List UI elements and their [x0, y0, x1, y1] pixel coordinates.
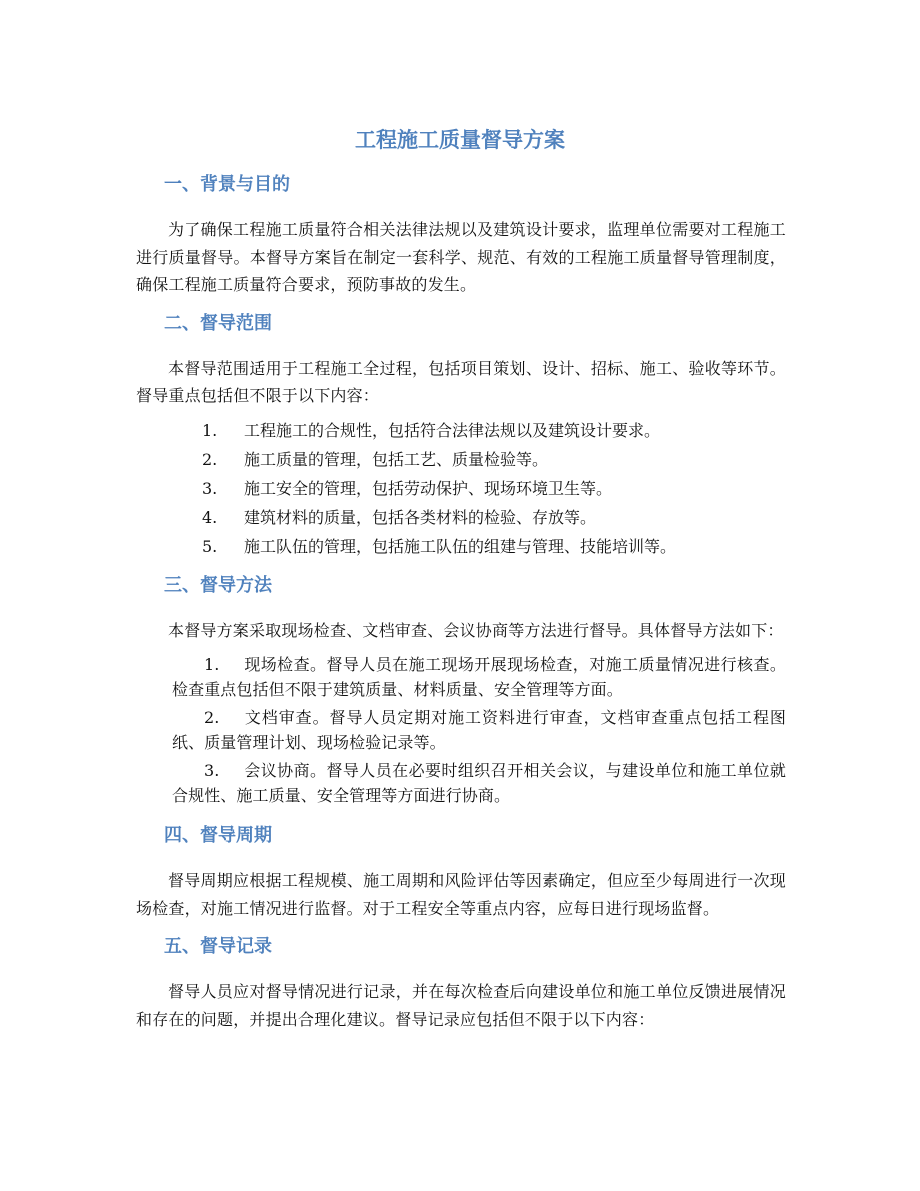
list-item-number: 1.: [204, 655, 220, 674]
list-item: [136, 416, 786, 445]
list-item: [136, 474, 786, 503]
list-item-text: 建筑材料的质量，包括各类材料的检验、存放等。: [244, 507, 597, 527]
section-heading-background: 一、背景与目的: [164, 174, 290, 195]
list-item-number: 1.: [202, 420, 218, 440]
section-paragraph-period: 督导周期应根据工程规模、施工周期和风险评估等因素确定，但应至少每周进行一次现场检查，对施工情况进行监督。对于工程安全等重点内容，应每日进行现场监督。: [136, 871, 786, 918]
list-item-text: 文档审查。督导人员定期对施工资料进行审查，文档审查重点包括工程图纸、质量管理计划、现场检验记录等。: [172, 708, 786, 752]
scope-list: [136, 416, 786, 561]
list-item: [136, 652, 786, 702]
list-item-text: 现场检查。督导人员在施工现场开展现场检查，对施工质量情况进行核查。检查重点包括但不限于建筑质量、材料质量、安全管理等方面。: [172, 655, 786, 699]
list-item: [136, 758, 786, 808]
list-item-number: 2.: [202, 449, 218, 469]
list-item-number: 4.: [202, 507, 218, 527]
list-item-number: 2.: [204, 708, 220, 727]
section-paragraph-background: 为了确保工程施工质量符合相关法律法规以及建筑设计要求，监理单位需要对工程施工进行质量督导。本督导方案旨在制定一套科学、规范、有效的工程施工质量督导管理制度，确保工程施工质量符合要求，预防事故的发生。: [136, 220, 786, 294]
document-title: 工程施工质量督导方案: [355, 128, 565, 152]
section-heading-records: 五、督导记录: [164, 936, 272, 957]
list-item: [136, 532, 786, 561]
section-paragraph-records: 督导人员应对督导情况进行记录，并在每次检查后向建设单位和施工单位反馈进展情况和存在的问题，并提出合理化建议。督导记录应包括但不限于以下内容：: [136, 982, 786, 1029]
list-item-number: 3.: [202, 478, 218, 498]
list-item-number: 3.: [204, 761, 220, 780]
list-item: [136, 503, 786, 532]
list-item: [136, 705, 786, 755]
section-heading-period: 四、督导周期: [164, 825, 272, 846]
list-item-text: 施工队伍的管理，包括施工队伍的组建与管理、技能培训等。: [244, 536, 677, 556]
list-item-text: 施工质量的管理，包括工艺、质量检验等。: [244, 449, 549, 469]
section-heading-methods: 三、督导方法: [164, 574, 272, 596]
list-item-text: 会议协商。督导人员在必要时组织召开相关会议，与建设单位和施工单位就合规性、施工质量、安全管理等方面进行协商。: [172, 761, 786, 805]
methods-list: [136, 652, 786, 808]
list-item-text: 工程施工的合规性，包括符合法律法规以及建筑设计要求。: [244, 420, 661, 440]
section-paragraph-scope: 本督导范围适用于工程施工全过程，包括项目策划、设计、招标、施工、验收等环节。督导重点包括但不限于以下内容：: [136, 358, 786, 405]
section-heading-scope: 二、督导范围: [164, 312, 272, 334]
list-item: [136, 445, 786, 474]
document-body: [136, 170, 786, 1033]
section-paragraph-methods: 本督导方案采取现场检查、文档审查、会议协商等方法进行督导。具体督导方法如下：: [168, 620, 784, 640]
list-item-number: 5.: [202, 536, 218, 556]
list-item-text: 施工安全的管理，包括劳动保护、现场环境卫生等。: [244, 478, 613, 498]
